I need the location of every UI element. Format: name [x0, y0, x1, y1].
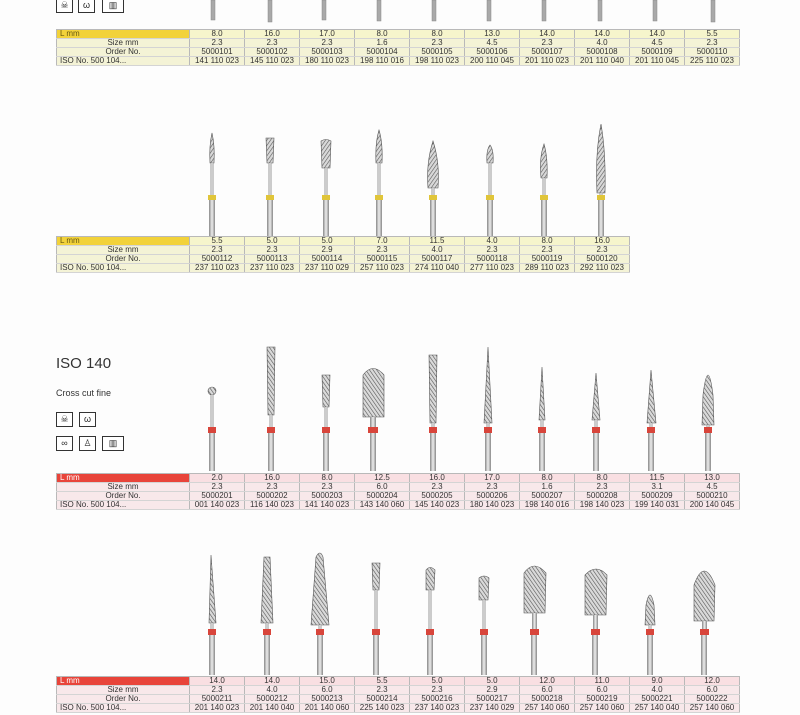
row-label-iso: ISO No. 500 104... [57, 704, 190, 713]
cell-size: 2.3 [575, 246, 630, 255]
application-icon-denture: ω [78, 0, 95, 13]
cell-order: 5000208 [575, 492, 630, 501]
row-label-iso: ISO No. 500 104... [57, 501, 190, 510]
cell-l: 15.0 [300, 677, 355, 686]
bur-5000201 [208, 387, 216, 471]
bur-5000114 [321, 140, 331, 237]
cell-l: 14.0 [575, 30, 630, 39]
cell-size: 2.9 [300, 246, 355, 255]
application-icon-glasses: ∞ [56, 436, 73, 451]
section-title: ISO 140 [56, 355, 112, 372]
cell-order: 5000219 [575, 695, 630, 704]
cell-order: 5000104 [355, 48, 410, 57]
cell-size: 2.3 [245, 483, 300, 492]
cell-size: 2.3 [685, 39, 740, 48]
cell-order: 5000119 [520, 255, 575, 264]
cell-order: 5000205 [410, 492, 465, 501]
cell-size: 6.0 [520, 686, 575, 695]
cell-order: 5000114 [300, 255, 355, 264]
cell-l: 12.0 [520, 677, 575, 686]
row-label-size: Size mm [57, 483, 190, 492]
cell-order: 5000206 [465, 492, 520, 501]
row-label-size: Size mm [57, 39, 190, 48]
cell-order: 5000101 [190, 48, 245, 57]
cell-l: 5.0 [300, 237, 355, 246]
cell-iso: 201 140 060 [300, 704, 355, 713]
cell-size: 2.3 [245, 39, 300, 48]
bur-5000217 [479, 576, 489, 675]
bur-5000120 [597, 124, 606, 236]
cell-l: 4.0 [465, 237, 520, 246]
application-icon-denture: ω [79, 412, 96, 427]
cell-iso: 198 140 023 [575, 501, 630, 510]
cell-order: 5000109 [630, 48, 685, 57]
cell-size: 4.0 [410, 246, 465, 255]
bur-5000214 [372, 563, 380, 675]
row-label-order: Order No. [57, 695, 190, 704]
cell-l: 8.0 [355, 30, 410, 39]
row-label-l: L mm [57, 474, 190, 483]
cell-size: 2.3 [300, 483, 355, 492]
bur-5000218 [524, 566, 546, 675]
cell-iso: 225 140 023 [355, 704, 410, 713]
cell-order: 5000110 [685, 48, 740, 57]
bur-5000213 [311, 553, 329, 675]
cell-iso: 201 110 040 [575, 57, 630, 66]
cell-iso: 277 110 023 [465, 264, 520, 273]
cell-iso: 237 110 029 [300, 264, 355, 273]
cell-iso: 237 110 023 [190, 264, 245, 273]
cell-size: 6.0 [575, 686, 630, 695]
cell-size: 2.3 [300, 39, 355, 48]
cell-iso: 200 110 045 [465, 57, 520, 66]
cell-l: 12.5 [355, 474, 410, 483]
cell-l: 16.0 [575, 237, 630, 246]
bur-5000210 [702, 375, 714, 471]
row-order [57, 48, 740, 57]
cell-iso: 274 110 040 [410, 264, 465, 273]
cell-order: 5000102 [245, 48, 300, 57]
cell-size: 2.3 [520, 246, 575, 255]
cell-l: 8.0 [575, 474, 630, 483]
cell-order: 5000217 [465, 695, 520, 704]
row-size [57, 483, 740, 492]
spec-table-1 [56, 29, 740, 66]
cell-l: 2.0 [190, 474, 245, 483]
cell-iso: 145 110 023 [245, 57, 300, 66]
row-l [57, 677, 740, 686]
cell-order: 5000112 [190, 255, 245, 264]
cell-iso: 257 140 060 [575, 704, 630, 713]
cell-size: 2.3 [245, 246, 300, 255]
cell-l: 17.0 [465, 474, 520, 483]
cell-iso: 180 110 023 [300, 57, 355, 66]
bur-row-1-shanks [0, 0, 800, 26]
cell-size: 4.5 [630, 39, 685, 48]
application-icon-figure: ♙ [79, 436, 96, 451]
bur-5000119 [540, 144, 548, 236]
application-icon-skull: ☠ [56, 412, 73, 427]
cell-size: 2.3 [575, 483, 630, 492]
bur-row-4 [0, 545, 800, 675]
row-l [57, 30, 740, 39]
cell-l: 11.5 [630, 474, 685, 483]
bur-5000203 [322, 375, 330, 471]
bur-5000112 [208, 133, 216, 236]
cell-size: 2.3 [465, 483, 520, 492]
row-label-l: L mm [57, 237, 190, 246]
cell-iso: 289 110 023 [520, 264, 575, 273]
application-icon-comb: ▥ [102, 0, 124, 13]
row-iso [57, 704, 740, 713]
cell-size: 4.0 [245, 686, 300, 695]
cell-order: 5000201 [190, 492, 245, 501]
cell-l: 7.0 [355, 237, 410, 246]
cell-size: 4.0 [630, 686, 685, 695]
cell-l: 16.0 [245, 474, 300, 483]
cell-l: 14.0 [190, 677, 245, 686]
cell-iso: 141 110 023 [190, 57, 245, 66]
row-order [57, 492, 740, 501]
row-l [57, 474, 740, 483]
bur-row-3 [0, 345, 800, 473]
row-iso [57, 501, 740, 510]
bur-5000202 [267, 347, 275, 471]
cell-l: 14.0 [520, 30, 575, 39]
spec-table-2 [56, 236, 630, 273]
bur-5000113 [266, 138, 274, 236]
cell-iso: 145 140 023 [410, 501, 465, 510]
cell-order: 5000117 [410, 255, 465, 264]
row-label-size: Size mm [57, 686, 190, 695]
row-label-size: Size mm [57, 246, 190, 255]
cell-iso: 257 110 023 [355, 264, 410, 273]
bur-5000207 [538, 367, 546, 471]
cell-order: 5000207 [520, 492, 575, 501]
bur-5000118 [486, 145, 494, 236]
cell-iso: 143 140 060 [355, 501, 410, 510]
cell-size: 2.9 [465, 686, 520, 695]
cell-order: 5000210 [685, 492, 740, 501]
row-label-iso: ISO No. 500 104... [57, 57, 190, 66]
row-size [57, 686, 740, 695]
cell-iso: 201 140 023 [190, 704, 245, 713]
cell-order: 5000203 [300, 492, 355, 501]
cell-l: 8.0 [190, 30, 245, 39]
cell-size: 4.5 [685, 483, 740, 492]
cell-iso: 225 110 023 [685, 57, 740, 66]
bur-5000209 [647, 370, 656, 471]
bur-5000115 [375, 130, 383, 236]
cell-iso: 237 140 023 [410, 704, 465, 713]
cell-order: 5000209 [630, 492, 685, 501]
cell-l: 16.0 [245, 30, 300, 39]
cell-size: 2.3 [190, 483, 245, 492]
row-label-l: L mm [57, 677, 190, 686]
bur-5000222 [694, 571, 715, 675]
cell-size: 2.3 [190, 686, 245, 695]
cell-l: 5.0 [410, 677, 465, 686]
cell-size: 2.3 [520, 39, 575, 48]
cell-iso: 237 110 023 [245, 264, 300, 273]
cell-order: 5000213 [300, 695, 355, 704]
cell-size: 4.0 [575, 39, 630, 48]
cell-iso: 200 140 045 [685, 501, 740, 510]
cell-l: 16.0 [410, 474, 465, 483]
bur-5000219 [585, 569, 607, 675]
bur-5000211 [208, 555, 216, 675]
bur-5000216 [426, 568, 435, 676]
cell-l: 12.0 [685, 677, 740, 686]
cell-l: 8.0 [410, 30, 465, 39]
cell-l: 17.0 [300, 30, 355, 39]
row-label-order: Order No. [57, 255, 190, 264]
cell-order: 5000108 [575, 48, 630, 57]
cell-iso: 198 110 023 [410, 57, 465, 66]
cell-size: 1.6 [355, 39, 410, 48]
cell-size: 6.0 [355, 483, 410, 492]
cell-order: 5000211 [190, 695, 245, 704]
cell-order: 5000214 [355, 695, 410, 704]
row-label-order: Order No. [57, 492, 190, 501]
application-icon-skull: ☠ [56, 0, 73, 13]
cell-iso: 257 140 060 [685, 704, 740, 713]
cell-l: 5.0 [465, 677, 520, 686]
bur-5000206 [484, 347, 492, 471]
cell-iso: 001 140 023 [190, 501, 245, 510]
cell-order: 5000218 [520, 695, 575, 704]
bur-5000117 [428, 141, 439, 236]
cell-order: 5000221 [630, 695, 685, 704]
bur-5000208 [592, 373, 600, 471]
cell-order: 5000103 [300, 48, 355, 57]
bur-5000221 [645, 595, 655, 675]
cell-order: 5000202 [245, 492, 300, 501]
application-icon-comb: ▥ [102, 436, 124, 451]
cell-l: 11.5 [410, 237, 465, 246]
cell-l: 5.5 [355, 677, 410, 686]
cell-size: 4.5 [465, 39, 520, 48]
cell-iso: 292 110 023 [575, 264, 630, 273]
cell-size: 2.3 [355, 246, 410, 255]
cell-l: 11.0 [575, 677, 630, 686]
cell-order: 5000115 [355, 255, 410, 264]
cell-l: 9.0 [630, 677, 685, 686]
cell-l: 8.0 [520, 474, 575, 483]
row-order [57, 255, 630, 264]
cell-order: 5000120 [575, 255, 630, 264]
cell-l: 13.0 [685, 474, 740, 483]
cell-order: 5000107 [520, 48, 575, 57]
cell-iso: 199 140 031 [630, 501, 685, 510]
row-iso [57, 57, 740, 66]
cell-l: 5.0 [245, 237, 300, 246]
cell-l: 5.5 [685, 30, 740, 39]
cell-size: 3.1 [630, 483, 685, 492]
cell-size: 2.3 [190, 246, 245, 255]
section-subtitle: Cross cut fine [56, 388, 112, 398]
cell-iso: 201 110 023 [520, 57, 575, 66]
cell-iso: 201 140 040 [245, 704, 300, 713]
cell-order: 5000204 [355, 492, 410, 501]
cell-iso: 257 140 040 [630, 704, 685, 713]
bur-5000205 [429, 355, 437, 471]
cell-order: 5000113 [245, 255, 300, 264]
row-order [57, 695, 740, 704]
row-label-l: L mm [57, 30, 190, 39]
cell-l: 8.0 [300, 474, 355, 483]
cell-size: 2.3 [410, 686, 465, 695]
cell-iso: 198 110 016 [355, 57, 410, 66]
cell-size: 6.0 [300, 686, 355, 695]
row-label-iso: ISO No. 500 104... [57, 264, 190, 273]
cell-order: 5000105 [410, 48, 465, 57]
cell-l: 5.5 [190, 237, 245, 246]
cell-iso: 141 140 023 [300, 501, 355, 510]
row-size [57, 39, 740, 48]
cell-iso: 257 140 060 [520, 704, 575, 713]
bur-5000212 [261, 557, 273, 675]
cell-order: 5000212 [245, 695, 300, 704]
bur-row-2 [0, 118, 800, 236]
row-iso [57, 264, 630, 273]
cell-order: 5000118 [465, 255, 520, 264]
row-size [57, 246, 630, 255]
cell-l: 13.0 [465, 30, 520, 39]
bur-5000204 [363, 369, 384, 472]
cell-size: 2.3 [410, 39, 465, 48]
row-l [57, 237, 630, 246]
cell-iso: 116 140 023 [245, 501, 300, 510]
cell-size: 1.6 [520, 483, 575, 492]
cell-size: 2.3 [410, 483, 465, 492]
row-label-order: Order No. [57, 48, 190, 57]
cell-iso: 198 140 016 [520, 501, 575, 510]
cell-order: 5000216 [410, 695, 465, 704]
cell-order: 5000222 [685, 695, 740, 704]
cell-iso: 237 140 029 [465, 704, 520, 713]
cell-l: 8.0 [520, 237, 575, 246]
cell-size: 2.3 [355, 686, 410, 695]
cell-iso: 180 140 023 [465, 501, 520, 510]
cell-size: 2.3 [465, 246, 520, 255]
cell-size: 2.3 [190, 39, 245, 48]
spec-table-3 [56, 473, 740, 510]
cell-order: 5000106 [465, 48, 520, 57]
cell-size: 6.0 [685, 686, 740, 695]
cell-iso: 201 110 045 [630, 57, 685, 66]
spec-table-4 [56, 676, 740, 713]
cell-l: 14.0 [630, 30, 685, 39]
cell-l: 14.0 [245, 677, 300, 686]
